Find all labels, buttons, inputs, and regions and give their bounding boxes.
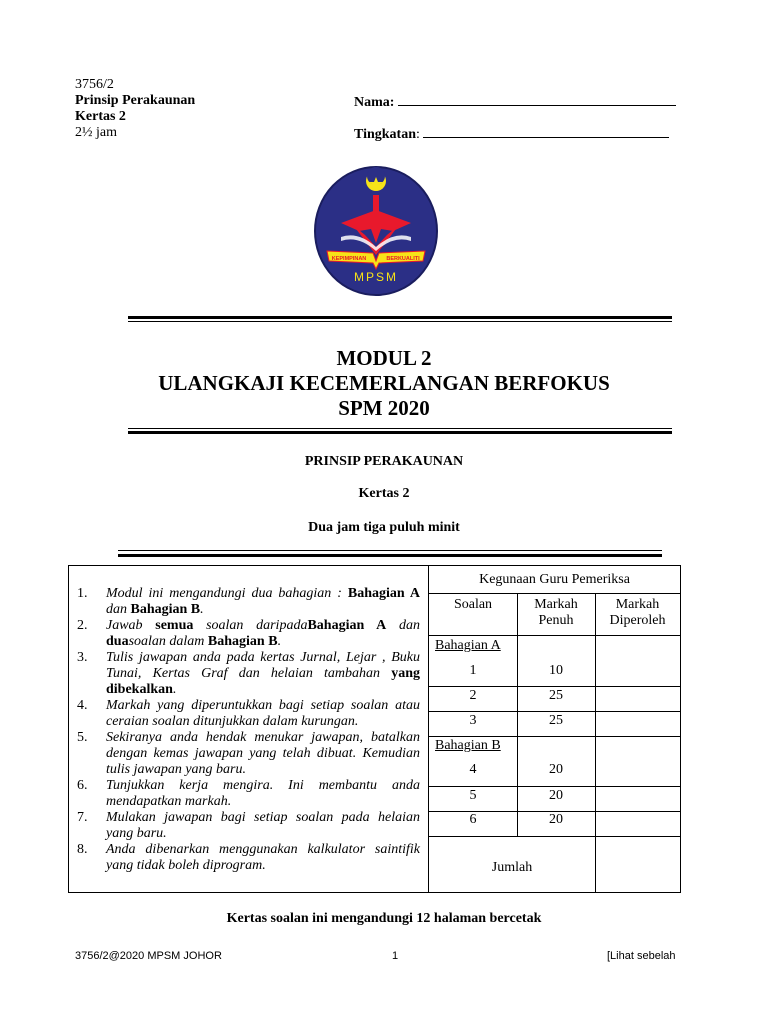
paper-duration: 2½ jam [75,125,117,140]
section-a-label: Bahagian A [435,638,501,653]
instruction-number: 2. [77,618,88,633]
instruction-item [77,650,420,698]
marks-table-heading: Kegunaan Guru Pemeriksa [479,572,630,587]
instruction-text [106,586,420,618]
col-header-question: Soalan [453,597,493,612]
instruction-text-part: soalan daripada [193,618,308,633]
row-q6-obtained[interactable] [595,812,680,836]
row-q3-obtained[interactable] [595,712,680,736]
name-label: Nama: [354,95,395,110]
paper-heading: Kertas 2 [358,486,410,501]
instruction-text-part: Bahagian B [207,634,278,649]
instruction-number: 3. [77,650,88,665]
instruction-text-part: Tunjukkan kerja mengira. Ini membantu anda mendapatkan markah. [106,778,420,809]
instruction-number: 4. [77,698,88,713]
row-q6-marks: 20 [549,812,563,827]
row-q5-question: 5 [469,788,477,803]
module-title: MODUL 2 [336,346,432,370]
instruction-text [106,842,420,874]
subject-name: Prinsip Perakaunan [75,93,196,108]
instruction-number: 8. [77,842,88,857]
row-q5-obtained[interactable] [595,787,680,811]
row-q5-marks: 20 [549,788,563,803]
instruction-number: 6. [77,778,88,793]
form-blank[interactable] [423,125,669,138]
logo-banner-right: BERKUALITI [386,256,420,262]
subject-heading: PRINSIP PERAKAUNAN [304,454,464,469]
instruction-text-part: Anda dibenarkan menggunakan kalkulator saintifik yang tidak boleh diprogram. [106,842,420,873]
next-page-note: [Lihat sebelah [607,950,676,962]
row-q3-marks: 25 [549,713,563,728]
total-obtained[interactable] [595,837,680,892]
instruction-text [106,810,420,842]
logo-banner-left: KEPIMPINAN [331,256,367,262]
row-q1-question: 1 [469,663,477,678]
instruction-item [77,698,420,730]
instruction-item [77,618,420,650]
row-q3-question: 3 [469,713,477,728]
module-year: SPM 2020 [338,396,430,420]
instruction-text-part: semua [155,618,194,633]
instruction-text-part: Bahagian B [130,602,201,617]
instruction-text-part: Tulis jawapan anda pada kertas Jurnal, Lejar , Buku Tunai, Kertas Graf dan helaian tambahan [106,650,420,681]
form-label: Tingkatan [354,127,416,142]
instruction-item [77,586,420,618]
instruction-number: 7. [77,810,88,825]
section-b-label: Bahagian B [435,738,501,753]
paper-number: Kertas 2 [75,109,126,124]
row-q2-obtained[interactable] [595,687,680,711]
instruction-number: 1. [77,586,88,601]
instruction-text-part: Markah yang diperuntukkan bagi setiap soalan atau ceraian soalan ditunjukkan dalam kurungan. [106,698,420,729]
instruction-text-part: . [172,682,177,697]
form-field[interactable] [354,125,669,143]
instruction-text-part: . [200,602,204,617]
page-number: 1 [392,950,399,962]
name-field[interactable] [354,93,676,111]
instruction-text-part: Bahagian A [347,586,420,601]
instruction-text-part: Modul ini mengandungi dua bahagian : [106,586,348,601]
title-rule-bottom-thin [128,428,672,429]
row-q4-obtained[interactable] [595,737,680,786]
name-blank[interactable] [398,93,676,106]
marks-table [429,566,680,892]
row-q2-question: 2 [469,688,477,703]
instruction-text [106,778,420,810]
instruction-text-part: dua [106,634,129,649]
row-q1-marks: 10 [549,663,563,678]
instruction-text-part: Jawab [106,618,156,633]
instruction-text-part: Bahagian A [307,618,387,633]
mpsm-logo [313,165,439,297]
row-q6-question: 6 [469,812,477,827]
row-q2-marks: 25 [549,688,563,703]
section-rule-thin [118,550,662,551]
instructions-list [77,586,420,874]
form-colon: : [416,127,420,142]
instruction-text [106,650,420,698]
paper-code: 3756/2 [75,77,114,92]
footer-code: 3756/2@2020 MPSM JOHOR [75,950,222,962]
title-rule-top [128,316,672,319]
instruction-text [106,730,420,778]
instruction-text-part: . [277,634,282,649]
instruction-text [106,698,420,730]
instruction-text-part: soalan dalam [128,634,208,649]
module-subtitle: ULANGKAJI KECEMERLANGAN BERFOKUS [158,371,610,395]
col-header-marks-obtained: Markah Diperoleh [609,597,666,628]
title-rule-top-thin [128,321,672,322]
total-label: Jumlah [491,860,533,875]
instruction-text-part: Sekiranya anda hendak menukar jawapan, batalkan dengan kemas jawapan yang telah dibuat. Kemudian tulis jawapan yang baru. [106,730,420,777]
instruction-text-part: dan [106,602,131,617]
logo-acronym: MPSM [354,270,398,284]
instruction-item [77,810,420,842]
title-rule-bottom [128,431,672,434]
instruction-text-part: dan [386,618,420,633]
instructions-box [68,565,681,893]
instruction-text-part: yang dibekalkan [106,666,420,697]
instruction-item [77,842,420,874]
instruction-text [106,618,420,650]
section-rule [118,554,662,557]
duration-heading: Dua jam tiga puluh minit [308,520,460,535]
page-count-note: Kertas soalan ini mengandungi 12 halaman bercetak [226,911,542,926]
instruction-text-part: Mulakan jawapan bagi setiap soalan pada helaian yang baru. [106,810,420,841]
instruction-item [77,730,420,778]
instructions-panel [69,566,429,892]
instruction-item [77,778,420,810]
col-header-full-marks: Markah Penuh [534,597,578,628]
row-q4-marks: 20 [549,762,563,777]
row-q1-obtained[interactable] [595,636,680,686]
row-q4-question: 4 [469,762,477,777]
instruction-number: 5. [77,730,88,745]
